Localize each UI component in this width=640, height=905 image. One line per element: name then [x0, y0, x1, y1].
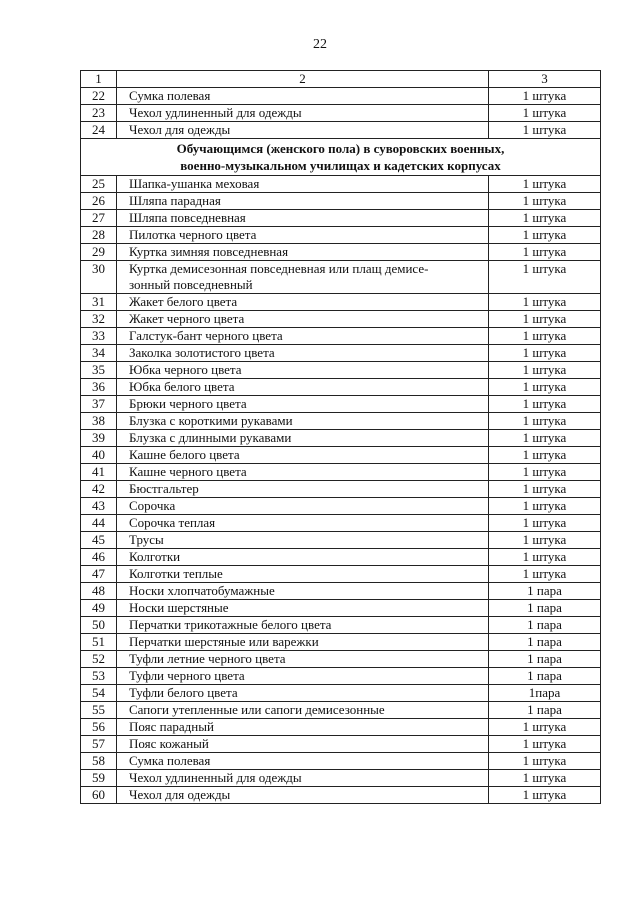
section-title-line-2: военно-музыкальном училищах и кадетских корпусах — [180, 158, 501, 173]
item-quantity: 1 штука — [489, 227, 601, 244]
item-quantity: 1 штука — [489, 105, 601, 122]
section-header-row — [81, 139, 601, 176]
row-number: 46 — [81, 549, 117, 566]
item-name: Блузка с длинными рукавами — [117, 430, 489, 447]
item-quantity: 1 штука — [489, 770, 601, 787]
item-name: Сумка полевая — [117, 753, 489, 770]
table-row — [81, 345, 601, 362]
item-name: Туфли летние черного цвета — [117, 651, 489, 668]
table-row — [81, 770, 601, 787]
row-number: 51 — [81, 634, 117, 651]
table-row — [81, 294, 601, 311]
item-name: Чехол удлиненный для одежды — [117, 770, 489, 787]
header-col-2: 2 — [117, 71, 489, 88]
row-number: 32 — [81, 311, 117, 328]
header-col-1: 1 — [81, 71, 117, 88]
row-number: 31 — [81, 294, 117, 311]
header-col-3: 3 — [489, 71, 601, 88]
row-number: 59 — [81, 770, 117, 787]
row-number: 23 — [81, 105, 117, 122]
table-row — [81, 481, 601, 498]
item-quantity: 1 пара — [489, 651, 601, 668]
item-quantity: 1 штука — [489, 122, 601, 139]
row-number: 53 — [81, 668, 117, 685]
table-row — [81, 105, 601, 122]
table-row — [81, 787, 601, 804]
item-name: Бюстгальтер — [117, 481, 489, 498]
item-name: Чехол удлиненный для одежды — [117, 105, 489, 122]
row-number: 57 — [81, 736, 117, 753]
item-name: Чехол для одежды — [117, 122, 489, 139]
item-quantity: 1 штука — [489, 261, 601, 294]
item-name-line-2: зонный повседневный — [129, 277, 253, 292]
table-row — [81, 122, 601, 139]
item-name: Юбка черного цвета — [117, 362, 489, 379]
item-quantity: 1 штука — [489, 736, 601, 753]
row-number: 52 — [81, 651, 117, 668]
table-row — [81, 244, 601, 261]
item-quantity: 1 штука — [489, 396, 601, 413]
table-row — [81, 617, 601, 634]
row-number: 33 — [81, 328, 117, 345]
item-name: Чехол для одежды — [117, 787, 489, 804]
item-quantity: 1 пара — [489, 617, 601, 634]
item-name: Туфли черного цвета — [117, 668, 489, 685]
table-row — [81, 311, 601, 328]
item-name: Пилотка черного цвета — [117, 227, 489, 244]
item-name: Трусы — [117, 532, 489, 549]
item-quantity: 1 пара — [489, 600, 601, 617]
item-quantity: 1 штука — [489, 787, 601, 804]
item-name: Пояс кожаный — [117, 736, 489, 753]
row-number: 29 — [81, 244, 117, 261]
table-row — [81, 515, 601, 532]
item-quantity: 1 штука — [489, 719, 601, 736]
table-row — [81, 88, 601, 105]
row-number: 58 — [81, 753, 117, 770]
item-name: Колготки — [117, 549, 489, 566]
item-quantity: 1 штука — [489, 498, 601, 515]
item-name: Жакет черного цвета — [117, 311, 489, 328]
row-number: 43 — [81, 498, 117, 515]
item-name: Сумка полевая — [117, 88, 489, 105]
item-name: Шапка-ушанка меховая — [117, 176, 489, 193]
table-row — [81, 362, 601, 379]
item-name: Шляпа парадная — [117, 193, 489, 210]
table-row — [81, 430, 601, 447]
item-quantity: 1 штука — [489, 210, 601, 227]
section-title-line-1: Обучающимся (женского пола) в суворовских военных, — [176, 141, 505, 156]
section-title — [81, 139, 601, 176]
item-name: Жакет белого цвета — [117, 294, 489, 311]
table-row — [81, 753, 601, 770]
item-quantity: 1 штука — [489, 328, 601, 345]
item-quantity: 1 штука — [489, 244, 601, 261]
item-quantity: 1 штука — [489, 549, 601, 566]
item-name: Брюки черного цвета — [117, 396, 489, 413]
item-quantity: 1 штука — [489, 294, 601, 311]
row-number: 54 — [81, 685, 117, 702]
table-row — [81, 498, 601, 515]
row-number: 44 — [81, 515, 117, 532]
row-number: 35 — [81, 362, 117, 379]
item-quantity: 1 штука — [489, 345, 601, 362]
item-quantity: 1 штука — [489, 176, 601, 193]
item-name-line-1: Куртка демисезонная повседневная или плащ демисе- — [129, 261, 429, 276]
item-name: Заколка золотистого цвета — [117, 345, 489, 362]
table-row — [81, 413, 601, 430]
item-name: Колготки теплые — [117, 566, 489, 583]
table-row — [81, 328, 601, 345]
row-number: 28 — [81, 227, 117, 244]
table-row — [81, 464, 601, 481]
row-number: 36 — [81, 379, 117, 396]
item-quantity: 1 штука — [489, 430, 601, 447]
item-name — [117, 261, 489, 294]
row-number: 24 — [81, 122, 117, 139]
item-name: Галстук-бант черного цвета — [117, 328, 489, 345]
item-name: Перчатки шерстяные или варежки — [117, 634, 489, 651]
item-quantity: 1 штука — [489, 532, 601, 549]
table-row — [81, 549, 601, 566]
item-quantity: 1 штука — [489, 311, 601, 328]
item-quantity: 1 пара — [489, 702, 601, 719]
table-row — [81, 583, 601, 600]
item-quantity: 1 штука — [489, 515, 601, 532]
row-number: 56 — [81, 719, 117, 736]
table-row — [81, 396, 601, 413]
table-row — [81, 719, 601, 736]
table-row — [81, 176, 601, 193]
item-name: Блузка с короткими рукавами — [117, 413, 489, 430]
item-name: Сорочка — [117, 498, 489, 515]
item-quantity: 1 штука — [489, 447, 601, 464]
item-quantity: 1 штука — [489, 193, 601, 210]
table-row — [81, 651, 601, 668]
row-number: 25 — [81, 176, 117, 193]
item-name: Сапоги утепленные или сапоги демисезонные — [117, 702, 489, 719]
row-number: 38 — [81, 413, 117, 430]
item-name: Пояс парадный — [117, 719, 489, 736]
table-row — [81, 600, 601, 617]
row-number: 26 — [81, 193, 117, 210]
row-number: 39 — [81, 430, 117, 447]
table-row — [81, 193, 601, 210]
row-number: 34 — [81, 345, 117, 362]
table-row — [81, 634, 601, 651]
row-number: 47 — [81, 566, 117, 583]
table-row — [81, 685, 601, 702]
item-quantity: 1 пара — [489, 668, 601, 685]
item-name: Куртка зимняя повседневная — [117, 244, 489, 261]
row-number: 60 — [81, 787, 117, 804]
item-quantity: 1 штука — [489, 753, 601, 770]
item-quantity: 1пара — [489, 685, 601, 702]
table-row — [81, 566, 601, 583]
row-number: 42 — [81, 481, 117, 498]
item-quantity: 1 штука — [489, 379, 601, 396]
clothing-table — [80, 70, 601, 804]
table-row — [81, 261, 601, 294]
item-quantity: 1 штука — [489, 481, 601, 498]
row-number: 30 — [81, 261, 117, 294]
row-number: 22 — [81, 88, 117, 105]
item-name: Сорочка теплая — [117, 515, 489, 532]
row-number: 55 — [81, 702, 117, 719]
table-row — [81, 736, 601, 753]
item-name: Юбка белого цвета — [117, 379, 489, 396]
item-quantity: 1 штука — [489, 464, 601, 481]
table-row — [81, 447, 601, 464]
item-quantity: 1 пара — [489, 583, 601, 600]
row-number: 50 — [81, 617, 117, 634]
table-row — [81, 532, 601, 549]
table-header-row — [81, 71, 601, 88]
row-number: 45 — [81, 532, 117, 549]
item-name: Носки хлопчатобумажные — [117, 583, 489, 600]
item-quantity: 1 штука — [489, 362, 601, 379]
item-quantity: 1 пара — [489, 634, 601, 651]
item-name: Кашне белого цвета — [117, 447, 489, 464]
row-number: 41 — [81, 464, 117, 481]
table-row — [81, 668, 601, 685]
row-number: 40 — [81, 447, 117, 464]
row-number: 37 — [81, 396, 117, 413]
row-number: 49 — [81, 600, 117, 617]
table-row — [81, 379, 601, 396]
row-number: 27 — [81, 210, 117, 227]
item-name: Шляпа повседневная — [117, 210, 489, 227]
item-name: Носки шерстяные — [117, 600, 489, 617]
item-name: Перчатки трикотажные белого цвета — [117, 617, 489, 634]
item-quantity: 1 штука — [489, 88, 601, 105]
item-name: Кашне черного цвета — [117, 464, 489, 481]
item-name: Туфли белого цвета — [117, 685, 489, 702]
row-number: 48 — [81, 583, 117, 600]
item-quantity: 1 штука — [489, 566, 601, 583]
table-row — [81, 227, 601, 244]
table-row — [81, 210, 601, 227]
item-quantity: 1 штука — [489, 413, 601, 430]
page-number: 22 — [313, 37, 327, 52]
table-row — [81, 702, 601, 719]
